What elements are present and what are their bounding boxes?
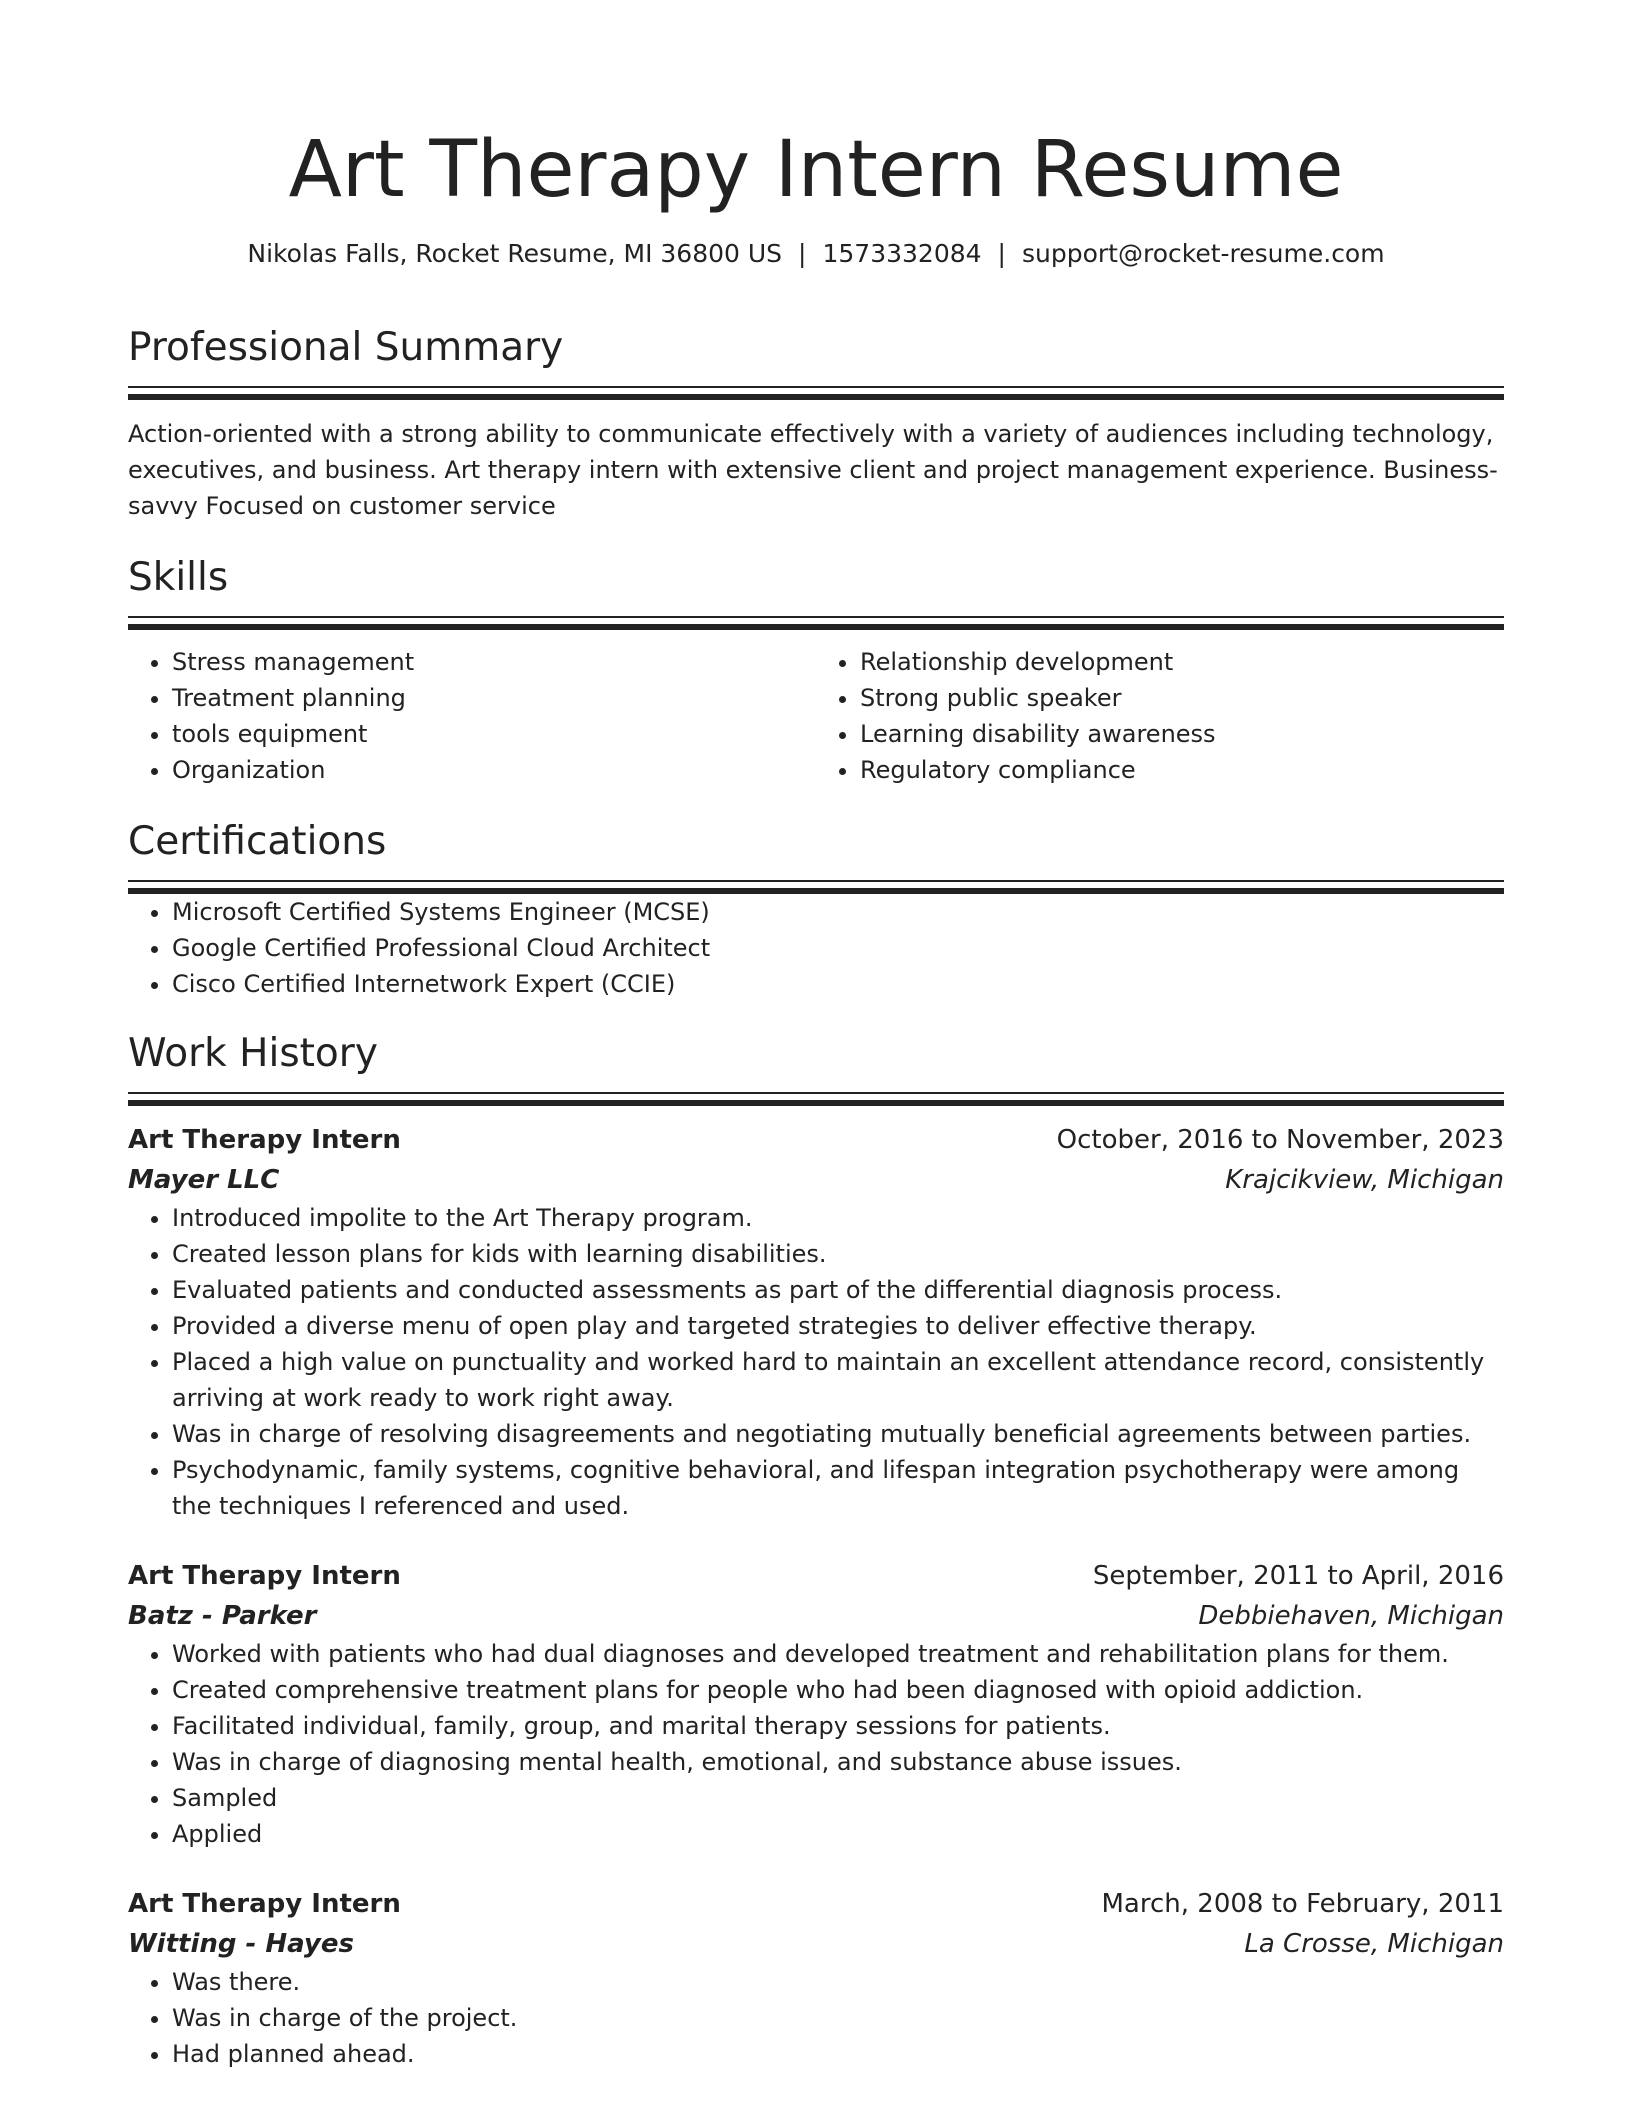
work-history-heading: Work History (128, 1031, 378, 1076)
job-entry (128, 1556, 1504, 1852)
job-bullet: • Created comprehensive treatment plans for people who had been diagnosed with opioid addiction. (172, 1672, 1504, 1708)
skill-item: • tools equipment (172, 716, 816, 752)
job-company: Mayer LLC (128, 1165, 280, 1195)
certifications-list (128, 894, 1504, 1002)
job-subheader (128, 1160, 1504, 1200)
certifications-heading: Certifications (128, 819, 387, 864)
job-company: Batz - Parker (128, 1601, 317, 1631)
work-history-section (128, 1030, 1504, 2072)
job-bullet: • Psychodynamic, family systems, cognitive behavioral, and lifespan integration psychotherapy were among the techniques I referenced and used. (172, 1452, 1504, 1524)
job-title: Art Therapy Intern (128, 1889, 401, 1919)
section-divider (128, 386, 1504, 400)
job-subheader (128, 1596, 1504, 1636)
contact-email: support@rocket-resume.com (1021, 239, 1385, 268)
skills-section (128, 554, 1504, 788)
summary-heading: Professional Summary (128, 325, 564, 370)
job-bullet: • Provided a diverse menu of open play and targeted strategies to deliver effective therapy. (172, 1308, 1504, 1344)
contact-address: Nikolas Falls, Rocket Resume, MI 36800 US (247, 239, 783, 268)
job-bullet: • Facilitated individual, family, group, and marital therapy sessions for patients. (172, 1708, 1504, 1744)
job-bullet: • Was in charge of diagnosing mental health, emotional, and substance abuse issues. (172, 1744, 1504, 1780)
job-bullet: • Had planned ahead. (172, 2036, 1504, 2072)
job-title: Art Therapy Intern (128, 1125, 401, 1155)
certification-item: • Cisco Certified Internetwork Expert (CCIE) (172, 966, 1504, 1002)
job-header (128, 1884, 1504, 1924)
job-dates: October, 2016 to November, 2023 (1056, 1125, 1504, 1155)
contact-phone: 1573332084 (822, 239, 982, 268)
job-header (128, 1120, 1504, 1160)
skills-list-left (128, 644, 816, 788)
job-bullet: • Sampled (172, 1780, 1504, 1816)
job-location: La Crosse, Michigan (1244, 1929, 1504, 1959)
skill-item: • Stress management (172, 644, 816, 680)
summary-section (128, 324, 1504, 524)
certification-item: • Google Certified Professional Cloud Architect (172, 930, 1504, 966)
section-divider (128, 880, 1504, 894)
job-bullets (128, 1636, 1504, 1852)
job-company: Witting - Hayes (128, 1929, 354, 1959)
contact-separator: | (798, 239, 807, 268)
summary-text: Action-oriented with a strong ability to communicate effectively with a variety of audiences including technology, executives, and business. Art therapy intern with extensive client and project management experience. Business-savvy Focused on customer service (128, 420, 1498, 520)
skill-item: • Learning disability awareness (860, 716, 1504, 752)
job-bullet: • Was in charge of resolving disagreements and negotiating mutually beneficial agreements between parties. (172, 1416, 1504, 1452)
job-location: Debbiehaven, Michigan (1198, 1601, 1504, 1631)
skill-item: • Regulatory compliance (860, 752, 1504, 788)
job-bullet: • Created lesson plans for kids with learning disabilities. (172, 1236, 1504, 1272)
job-entry (128, 1120, 1504, 1524)
skill-item: • Strong public speaker (860, 680, 1504, 716)
job-subheader (128, 1924, 1504, 1964)
certification-item: • Microsoft Certified Systems Engineer (MCSE) (172, 894, 1504, 930)
job-bullets (128, 1200, 1504, 1524)
resume-title: Art Therapy Intern Resume (288, 125, 1344, 215)
skills-heading: Skills (128, 555, 229, 600)
section-divider (128, 1092, 1504, 1106)
job-entry (128, 1884, 1504, 2072)
skills-list-right (816, 644, 1504, 788)
job-bullet: • Evaluated patients and conducted assessments as part of the differential diagnosis process. (172, 1272, 1504, 1308)
section-divider (128, 616, 1504, 630)
certifications-section (128, 818, 1504, 1002)
job-dates: September, 2011 to April, 2016 (1092, 1561, 1504, 1591)
job-bullet: • Applied (172, 1816, 1504, 1852)
job-bullets (128, 1964, 1504, 2072)
job-dates: March, 2008 to February, 2011 (1101, 1889, 1504, 1919)
job-bullet: • Was in charge of the project. (172, 2000, 1504, 2036)
job-bullet: • Was there. (172, 1964, 1504, 2000)
skill-item: • Treatment planning (172, 680, 816, 716)
skill-item: • Relationship development (860, 644, 1504, 680)
skills-columns (128, 644, 1504, 788)
job-location: Krajcikview, Michigan (1225, 1165, 1504, 1195)
job-title: Art Therapy Intern (128, 1561, 401, 1591)
job-bullet: • Introduced impolite to the Art Therapy program. (172, 1200, 1504, 1236)
contact-separator: | (997, 239, 1006, 268)
contact-line (128, 238, 1504, 270)
job-header (128, 1556, 1504, 1596)
job-bullet: • Placed a high value on punctuality and worked hard to maintain an excellent attendance record, consistently arriving at work ready to work right away. (172, 1344, 1504, 1416)
job-bullet: • Worked with patients who had dual diagnoses and developed treatment and rehabilitation plans for them. (172, 1636, 1504, 1672)
skill-item: • Organization (172, 752, 816, 788)
